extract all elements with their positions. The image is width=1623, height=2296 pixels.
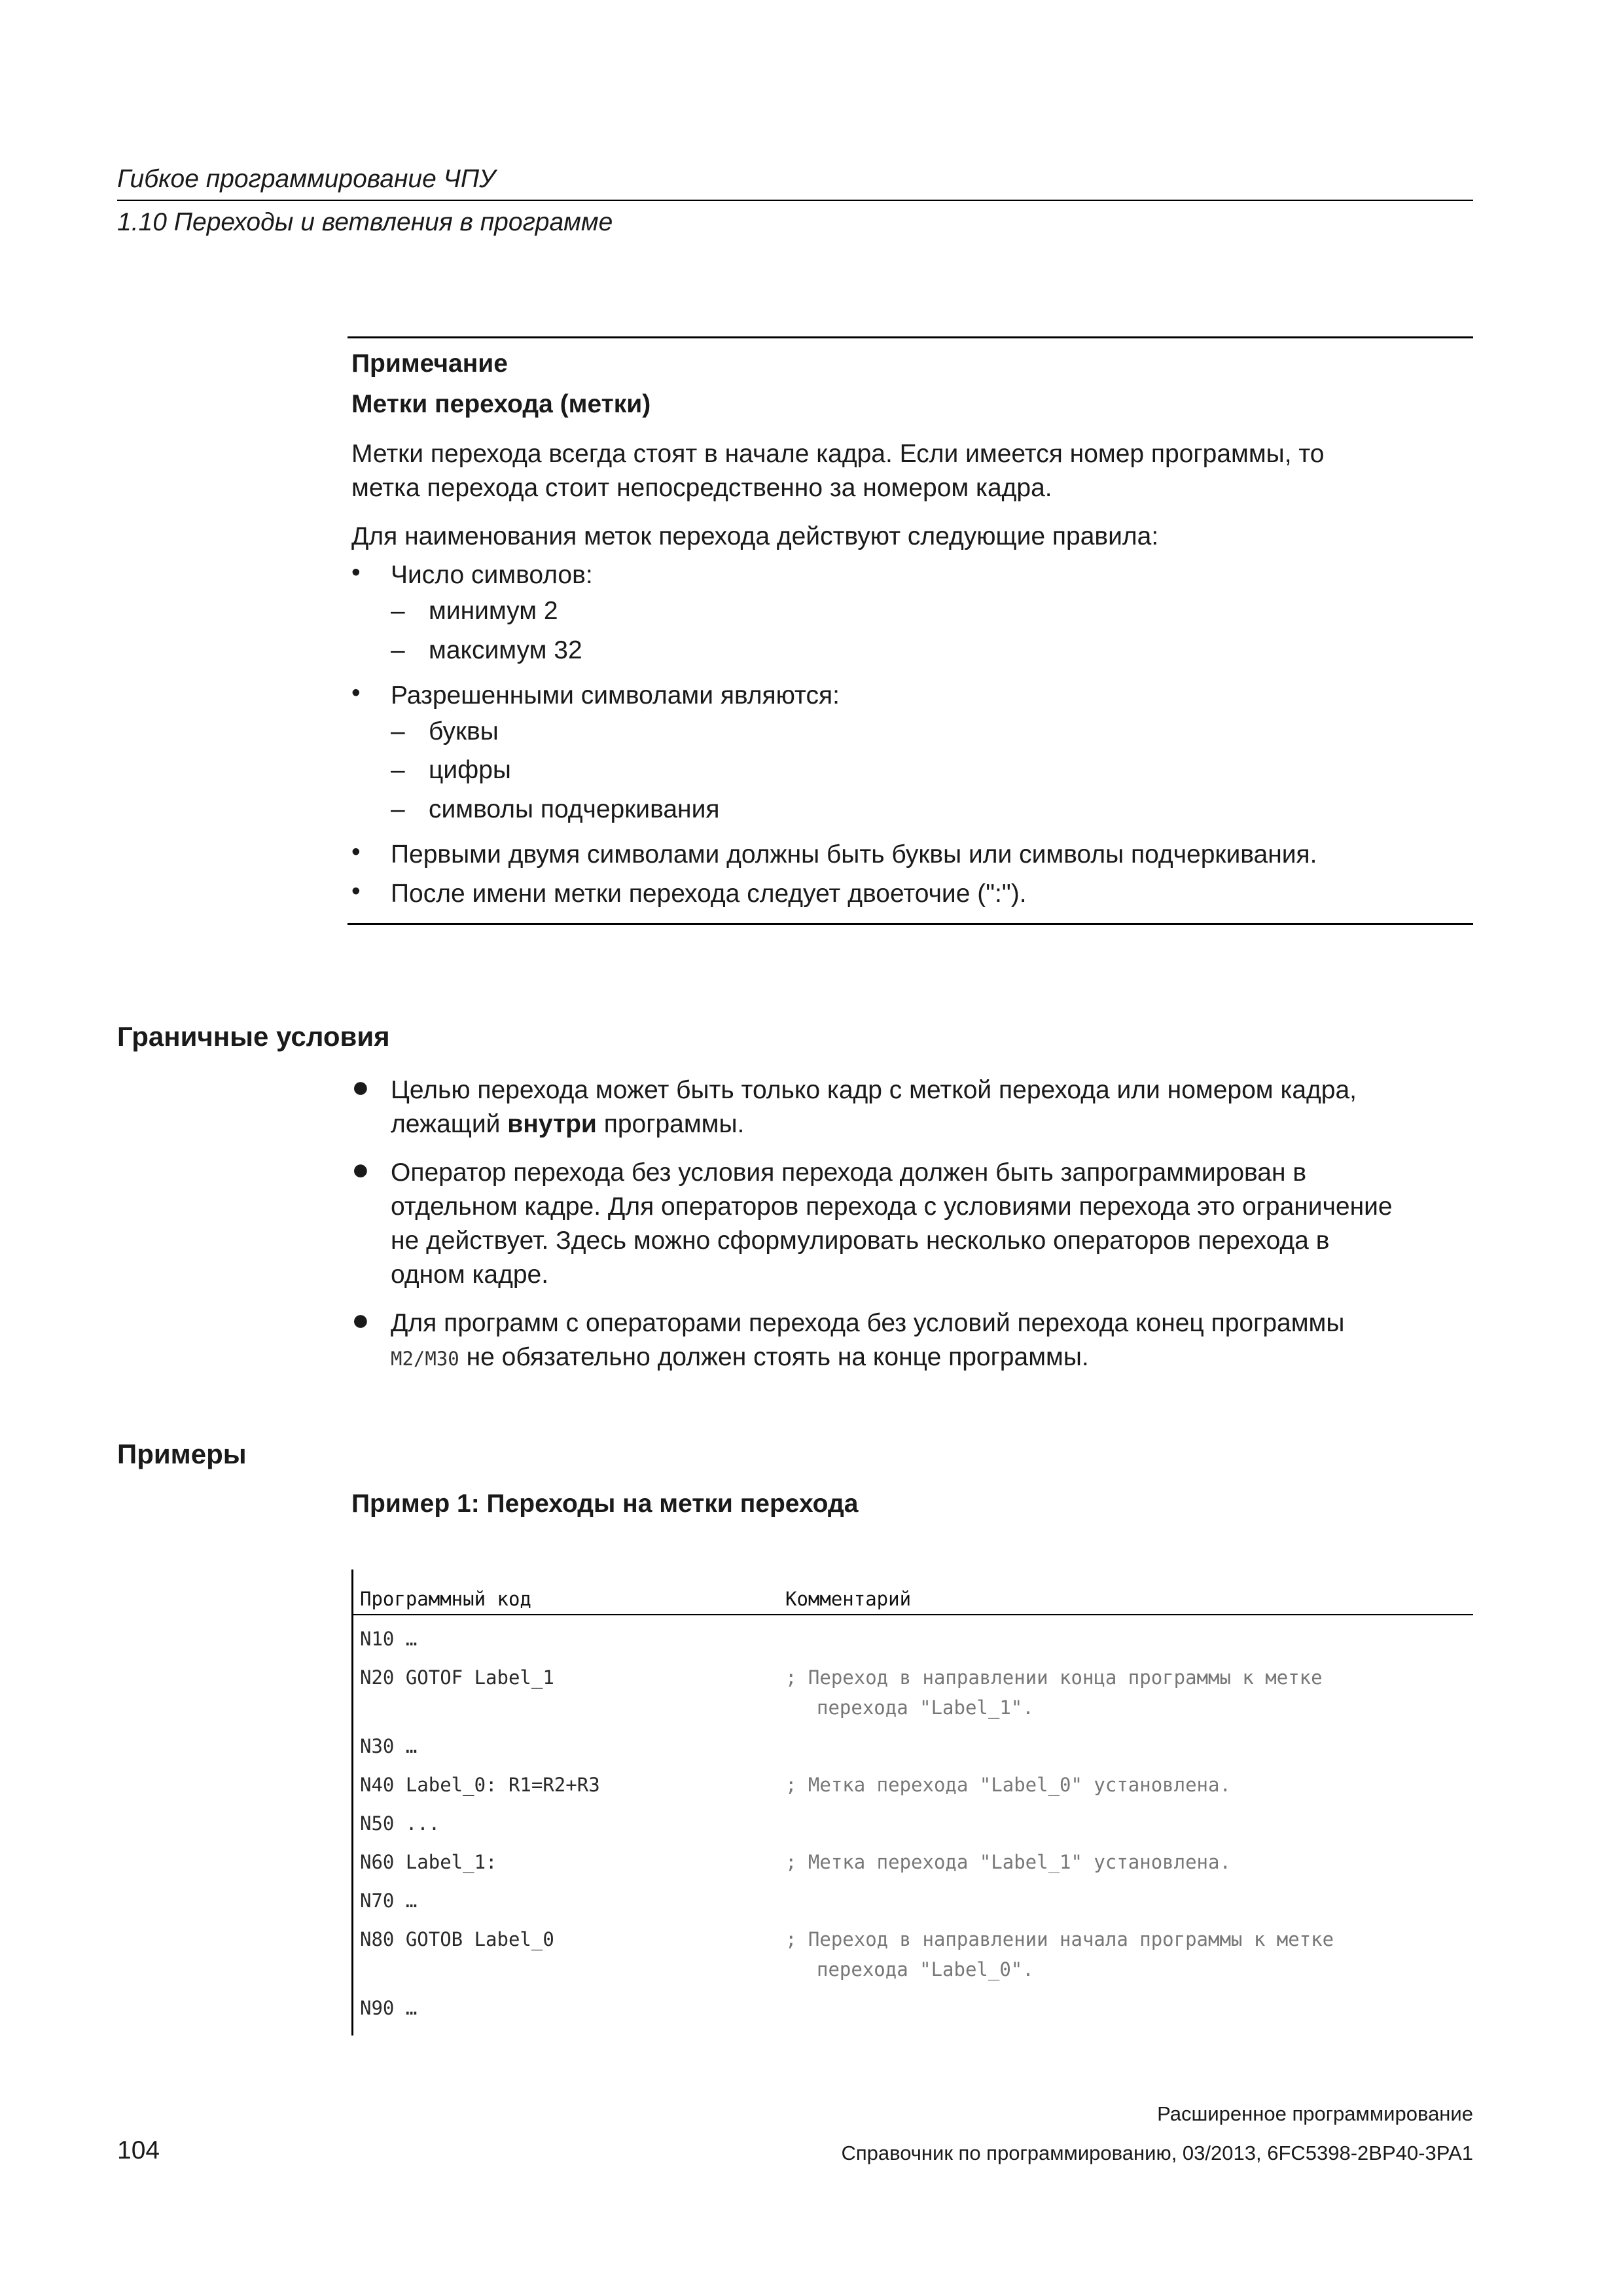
code-comment-continuation: перехода "Label_1".: [817, 1696, 1034, 1719]
note-bullet-1-sub-1: минимум 2: [429, 597, 558, 625]
note-bullet-1: Число символов:: [391, 561, 593, 589]
boundary-bullet-2-line-4: одном кадре.: [391, 1261, 549, 1289]
note-title: Метки перехода (метки): [351, 390, 651, 418]
note-bullet-2: Разрешенными символами являются:: [391, 681, 840, 709]
note-bullet-2-sub-1: буквы: [429, 717, 499, 745]
boundary-bullet-1-line-1: Целью перехода может быть только кадр с меткой перехода или номером кадра,: [391, 1076, 1357, 1104]
note-bullet-4: После имени метки перехода следует двоеточие (":").: [391, 880, 1027, 908]
note-bullet-1-sub-2: максимум 32: [429, 636, 582, 664]
note-label: Примечание: [351, 350, 508, 378]
footer-book-title: Расширенное программирование: [1157, 2102, 1473, 2125]
code-table-left-rule: [351, 1570, 353, 2036]
code-line: N10 …: [360, 1628, 418, 1650]
bullet-icon: •: [351, 877, 361, 905]
code-comment: ; Переход в направлении начала программы к метке: [785, 1928, 1334, 1950]
bullet-icon: ●: [351, 1152, 370, 1186]
boundary-bullet-2-line-1: Оператор перехода без условия перехода должен быть запрограммирован в: [391, 1158, 1307, 1187]
note-paragraph-1-line-1: Метки перехода всегда стоят в начале кадра. Если имеется номер программы, то: [351, 440, 1325, 468]
dash-icon: –: [391, 636, 405, 664]
boundary-bullet-2-line-2: отдельном кадре. Для операторов перехода с условиями перехода это ограничение: [391, 1193, 1393, 1221]
code-line: N20 GOTOF Label_1: [360, 1666, 554, 1689]
code-line: N60 Label_1:: [360, 1851, 497, 1873]
note-bullet-2-sub-2: цифры: [429, 756, 511, 784]
note-bottom-rule: [348, 923, 1473, 925]
code-comment: ; Метка перехода "Label_0" установлена.: [785, 1774, 1231, 1796]
note-bullet-3: Первыми двумя символами должны быть буквы или символы подчеркивания.: [391, 840, 1317, 869]
code-line: N40 Label_0: R1=R2+R3: [360, 1774, 600, 1796]
note-top-rule: [348, 336, 1473, 338]
code-comment-continuation: перехода "Label_0".: [817, 1958, 1034, 1981]
example-1-title: Пример 1: Переходы на метки перехода: [351, 1490, 859, 1518]
code-comment: ; Переход в направлении конца программы к метке: [785, 1666, 1323, 1689]
code-line: N80 GOTOB Label_0: [360, 1928, 554, 1950]
code-line: N30 …: [360, 1735, 418, 1757]
note-bullet-2-sub-3: символы подчеркивания: [429, 795, 720, 823]
bullet-icon: ●: [351, 1069, 370, 1103]
boundary-bullet-1-line-2: лежащий внутри программы.: [391, 1110, 745, 1138]
bullet-icon: •: [351, 558, 361, 586]
section-title-examples: Примеры: [117, 1439, 247, 1469]
boundary-bullet-3-line-2: M2/M30 не обязательно должен стоять на конце программы.: [391, 1343, 1089, 1371]
code-line: N50 ...: [360, 1812, 440, 1835]
column-header-code: Программный код: [360, 1588, 531, 1610]
running-header-chapter: Гибкое программирование ЧПУ: [117, 165, 496, 193]
note-paragraph-2: Для наименования меток перехода действуют следующие правила:: [351, 522, 1159, 550]
header-rule: [117, 200, 1473, 201]
dash-icon: –: [391, 795, 405, 823]
page-number: 104: [117, 2136, 160, 2164]
dash-icon: –: [391, 717, 405, 745]
code-comment: ; Метка перехода "Label_1" установлена.: [785, 1851, 1231, 1873]
boundary-bullet-3-line-1: Для программ с операторами перехода без условий перехода конец программы: [391, 1309, 1345, 1337]
bullet-icon: ●: [351, 1302, 370, 1336]
section-title-boundary: Граничные условия: [117, 1021, 390, 1052]
note-paragraph-1-line-2: метка перехода стоит непосредственно за номером кадра.: [351, 474, 1052, 502]
running-header-section: 1.10 Переходы и ветвления в программе: [117, 208, 613, 236]
bullet-icon: •: [351, 679, 361, 707]
footer-reference: Справочник по программированию, 03/2013, 6FC5398-2BP40-3PA1: [841, 2142, 1473, 2164]
bullet-icon: •: [351, 838, 361, 866]
dash-icon: –: [391, 756, 405, 784]
code-line: N70 …: [360, 1890, 418, 1912]
column-header-comment: Комментарий: [785, 1588, 912, 1610]
code-line: N90 …: [360, 1997, 418, 2019]
dash-icon: –: [391, 597, 405, 625]
boundary-bullet-2-line-3: не действует. Здесь можно сформулировать несколько операторов перехода в: [391, 1227, 1330, 1255]
code-table-header-rule: [351, 1614, 1473, 1615]
